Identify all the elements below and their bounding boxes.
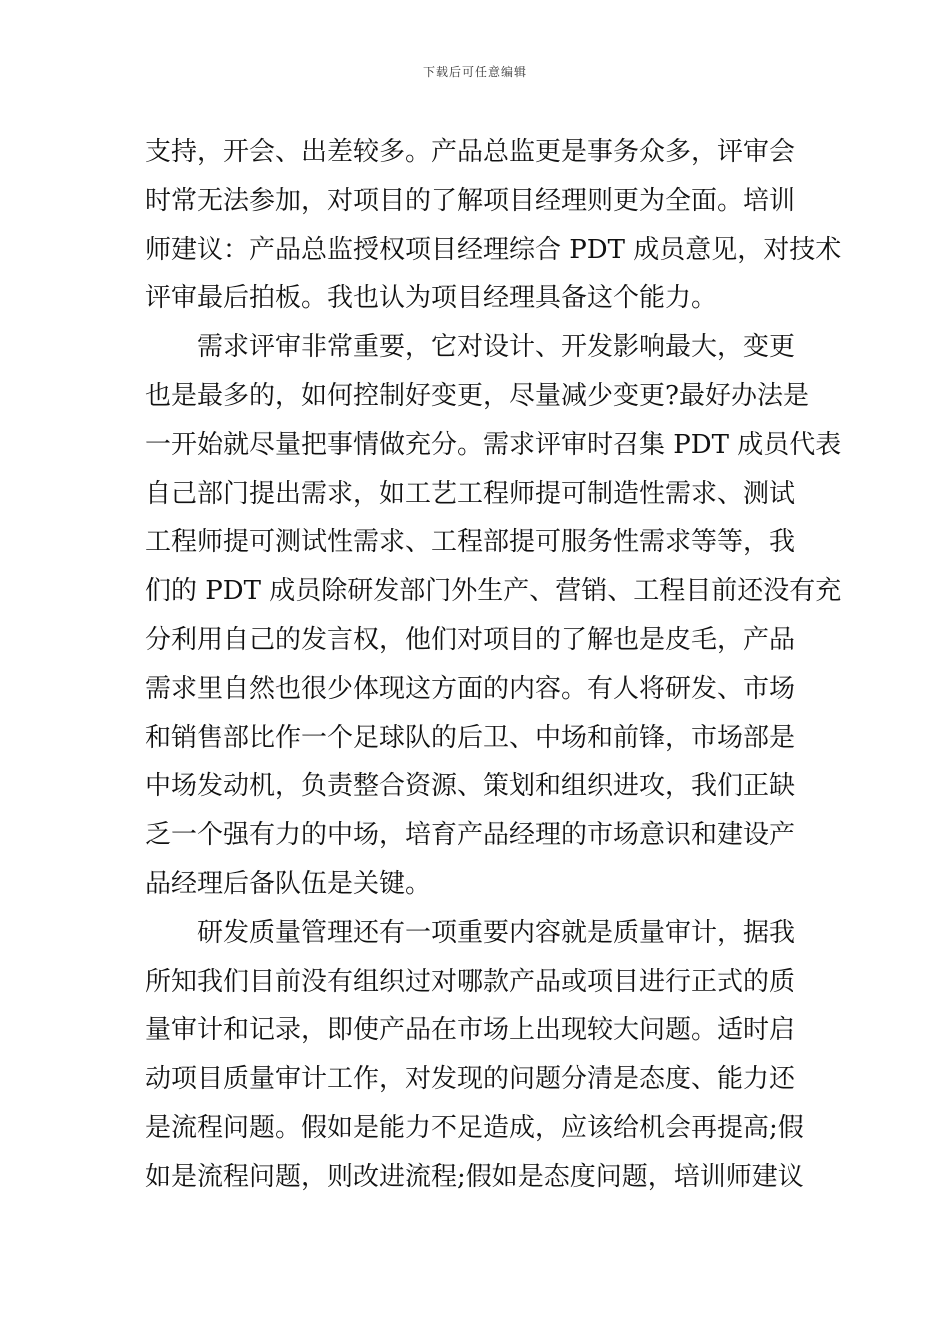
text-line: 品经理后备队伍是关键。 xyxy=(145,868,432,899)
paragraph-3 xyxy=(145,909,815,1202)
text-line: 自己部门提出需求，如工艺工程师提可制造性需求、测试 xyxy=(145,478,796,509)
text-line: 是流程问题。假如是能力不足造成，应该给机会再提高;假 xyxy=(145,1112,804,1143)
text-line: 需求评审非常重要，它对设计、开发影响最大，变更 xyxy=(197,332,796,363)
page-header: 下载后可任意编辑 xyxy=(422,65,527,79)
text-line: 评审最后拍板。我也认为项目经理具备这个能力。 xyxy=(145,283,718,314)
text-line: 师建议：产品总监授权项目经理综合 PDT 成员意见，对技术 xyxy=(145,234,842,265)
text-line: 也是最多的，如何控制好变更，尽量减少变更?最好办法是 xyxy=(145,380,809,411)
text-line: 乏一个强有力的中场，培育产品经理的市场意识和建设产 xyxy=(145,820,796,851)
paragraph-1 xyxy=(145,128,842,323)
text-line: 一开始就尽量把事情做充分。需求评审时召集 PDT 成员代表 xyxy=(145,429,842,460)
text-line: 如是流程问题，则改进流程;假如是态度问题，培训师建议 xyxy=(145,1161,804,1192)
text-line: 研发质量管理还有一项重要内容就是质量审计，据我 xyxy=(197,917,796,948)
text-line: 工程师提可测试性需求、工程部提可服务性需求等等，我 xyxy=(145,527,796,558)
text-line: 动项目质量审计工作，对发现的问题分清是态度、能力还 xyxy=(145,1064,796,1095)
text-line: 支持，开会、出差较多。产品总监更是事务众多，评审会 xyxy=(145,137,796,167)
text-line: 中场发动机，负责整合资源、策划和组织进攻，我们正缺 xyxy=(145,771,796,802)
text-line: 所知我们目前没有组织过对哪款产品或项目进行正式的质 xyxy=(145,966,796,997)
text-line: 时常无法参加，对项目的了解项目经理则更为全面。培训 xyxy=(145,185,796,216)
text-line: 分利用自己的发言权，他们对项目的了解也是皮毛，产品 xyxy=(145,624,796,655)
text-line: 需求里自然也很少体现这方面的内容。有人将研发、市场 xyxy=(145,673,796,704)
document-body xyxy=(145,128,842,1202)
paragraph-2 xyxy=(145,323,842,909)
text-line: 和销售部比作一个足球队的后卫、中场和前锋，市场部是 xyxy=(145,722,796,753)
text-line: 们的 PDT 成员除研发部门外生产、营销、工程目前还没有充 xyxy=(145,576,842,607)
text-line: 量审计和记录，即使产品在市场上出现较大问题。适时启 xyxy=(145,1015,796,1046)
